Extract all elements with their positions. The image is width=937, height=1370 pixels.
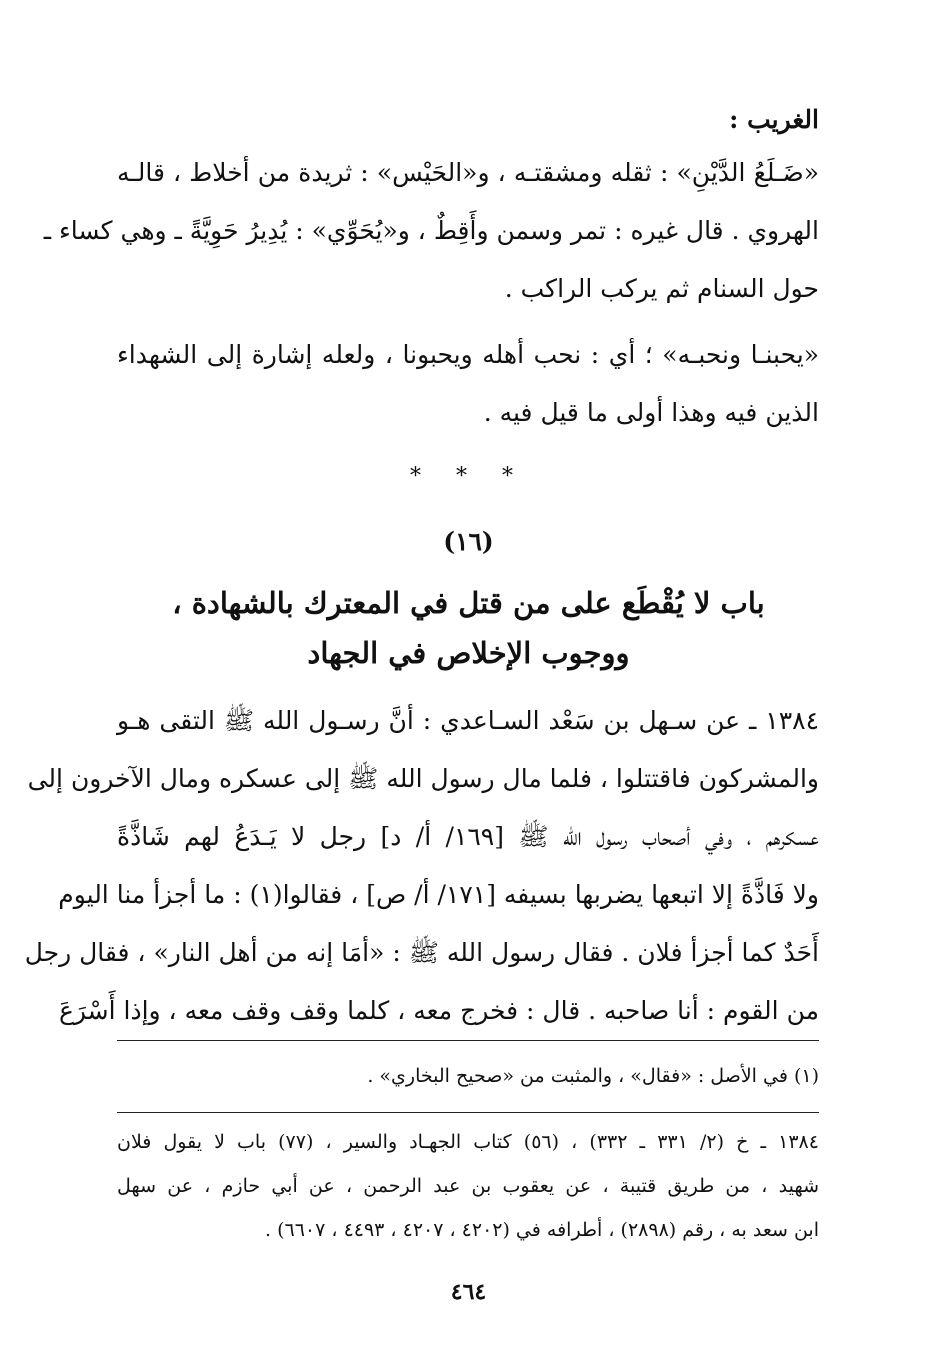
text-line: حول السنام ثم يركب الراكب . (504, 274, 819, 303)
section-heading-gharib: الغريب : (729, 105, 819, 134)
text-line: «يحبنـا ونحبـه» ؛ أي : نحب أهله ويحبونا ، ولعله إشارة إلى الشهداء (117, 340, 819, 369)
footnote-line: (١) في الأصل : «فقال» ، والمثبت من «صحيح البخاري» . (367, 1065, 819, 1087)
text-line: عسكرهم ، وفي أصحاب رسول الله ﷺ [١٦٩/ أ/ د] رجل لا يَـدَعُ لهم شَاذَّةً (117, 822, 819, 851)
hadith-text (24, 692, 819, 1040)
text-line: الذين فيه وهذا أولى ما قيل فيه . (483, 398, 819, 427)
gharib-paragraph-1 (43, 144, 819, 318)
footnote (117, 1054, 819, 1098)
chapter-number: (١٦) (443, 527, 494, 556)
takhrij-line: ابن سعد به ، رقم (٢٨٩٨) ، أطرافه في (٤٢٠٢ ، ٤٢٠٧ ، ٤٤٩٣ ، ٦٦٠٧) . (265, 1219, 819, 1241)
chapter-title-line-1: باب لا يُقْطَع على من قتل في المعترك بالشهادة ، (172, 586, 765, 620)
text-line: ولا فَاذَّةً إلا اتبعها يضربها بسيفه [١٧١/ أ/ ص] ، فقالوا(١) : ما أجزأ منا اليوم (58, 880, 819, 909)
text-line: والمشركون فاقتتلوا ، فلما مال رسول الله ﷺ إلى عسكره ومال الآخرون إلى (27, 764, 819, 793)
chapter-title-line-2: ووجوب الإخلاص في الجهاد (307, 636, 630, 670)
text-line: أَحَدٌ كما أجزأ فلان . فقال رسول الله ﷺ : «أمَا إنه من أهل النار» ، فقال رجل (24, 938, 819, 967)
text-line: من القوم : أنا صاحبه . قال : فخرج معه ، كلما وقف وقف معه ، وإذا أَسْرَعَ (58, 996, 819, 1025)
takhrij-note (117, 1120, 819, 1252)
footnote-divider (117, 1040, 819, 1041)
takhrij-divider (117, 1112, 819, 1113)
section-separator: * * * (410, 464, 527, 489)
takhrij-line: شهيد ، من طريق قتيبة ، عن يعقوب بن عبد الرحمن ، عن أبي حازم ، عن سهل (117, 1175, 819, 1197)
text-line: الهروي . قال غيره : تمر وسمن وأَقِطٌ ، و«يُحَوِّي» : يُدِيرُ حَوِيَّةً ـ وهي كساء ـ (43, 216, 819, 245)
text-line: «ضَـلَعُ الدَّيْنِ» : ثقله ومشقتـه ، و«الحَيْس» : ثريدة من أخلاط ، قالـه (117, 158, 819, 187)
page-number: ٤٦٤ (450, 1279, 487, 1305)
gharib-paragraph-2 (117, 326, 819, 442)
text-line: ١٣٨٤ ـ عن سـهل بن سَعْد السـاعدي : أنَّ رسـول الله ﷺ التقى هـو (117, 706, 819, 735)
takhrij-line: ١٣٨٤ ـ خ (٢/ ٣٣١ ـ ٣٣٢) ، (٥٦) كتاب الجهـاد والسير ، (٧٧) باب لا يقول فلان (117, 1131, 819, 1153)
